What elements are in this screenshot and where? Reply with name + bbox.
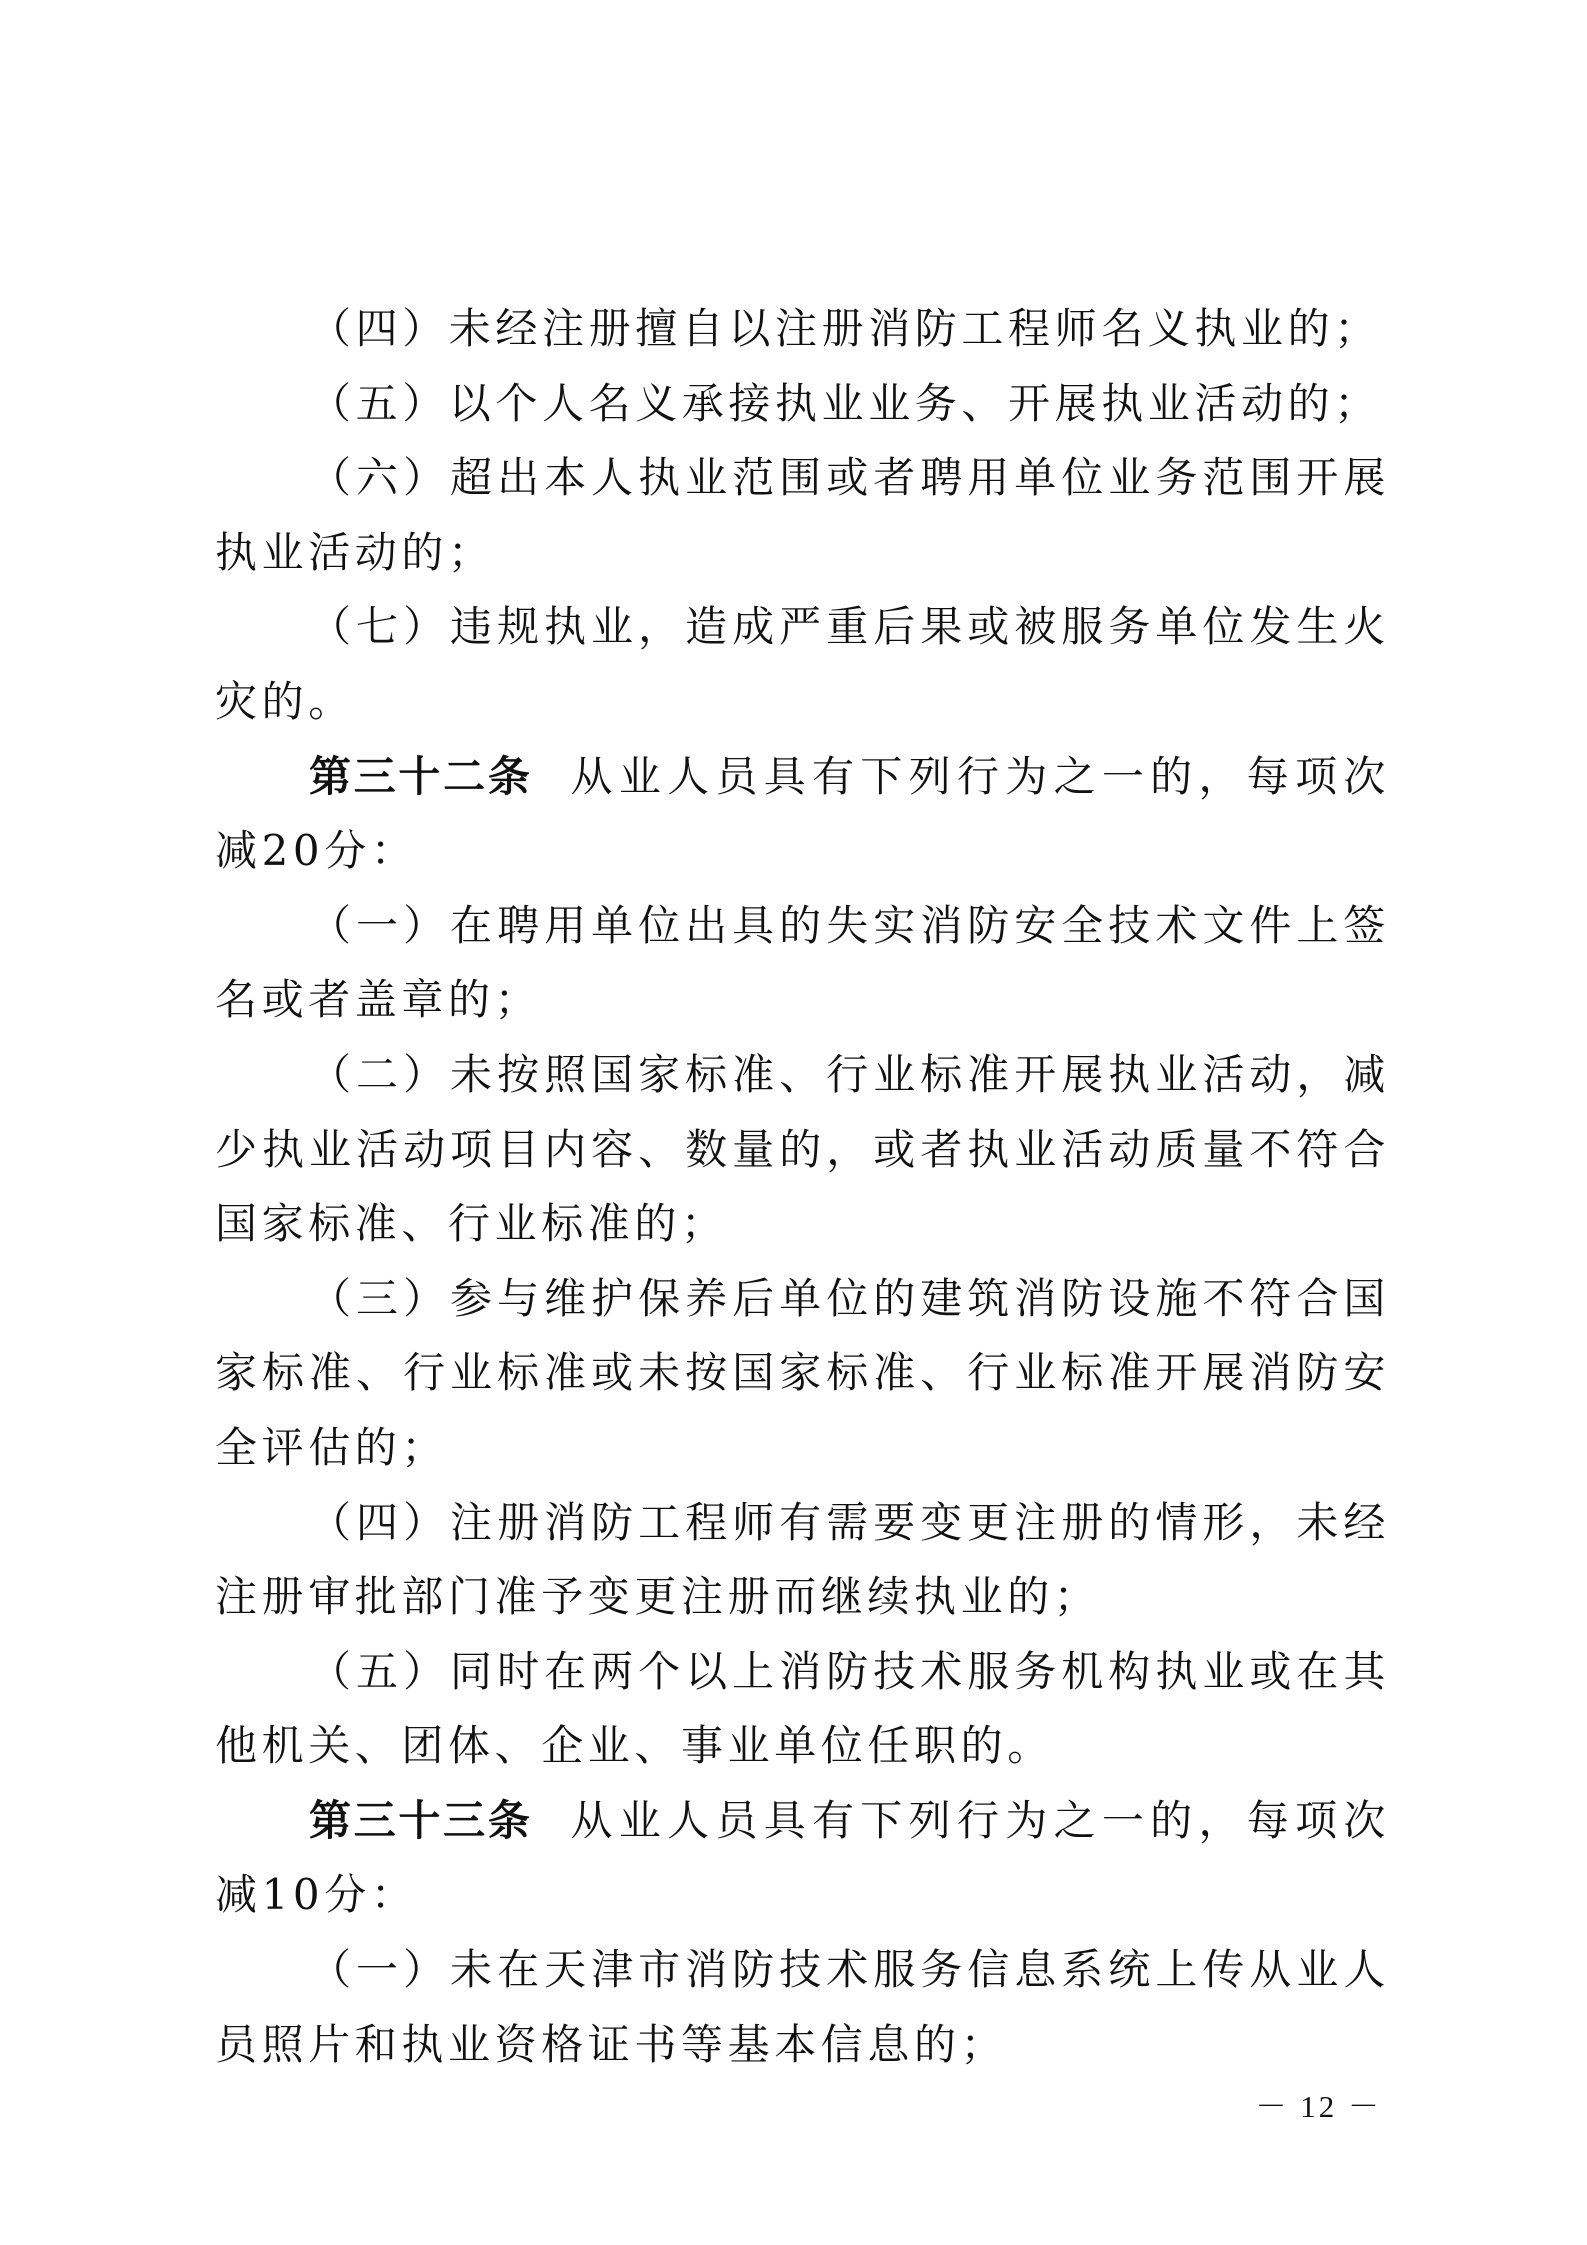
clause-item-6: （六）超出本人执业范围或者聘用单位业务范围开展执业活动的； bbox=[215, 453, 1390, 577]
article-32-item-3: （三）参与维护保养后单位的建筑消防设施不符合国家标准、行业标准或未按国家标准、行业标准开展消防安全评估的； bbox=[215, 1273, 1390, 1472]
article-32-item-1: （一）在聘用单位出具的失实消防安全技术文件上签名或者盖章的； bbox=[215, 900, 1390, 1025]
clause-item-4: （四）未经注册擅自以注册消防工程师名义执业的； bbox=[309, 304, 1381, 353]
clause-item-7: （七）违规执业，造成严重后果或被服务单位发生火灾的。 bbox=[215, 602, 1390, 726]
article-32 bbox=[215, 740, 1390, 889]
article-32-item-2: （二）未按照国家标准、行业标准开展执业活动，减少执业活动项目内容、数量的，或者执业活动质量不符合国家标准、行业标准的； bbox=[215, 1049, 1390, 1249]
article-32-body: 从业人员具有下列行为之一的，每项次减20分： bbox=[215, 751, 1390, 876]
article-33-title: 第三十三条 bbox=[309, 1795, 533, 1845]
article-32-title: 第三十二条 bbox=[309, 751, 533, 801]
page-number: － 12 － bbox=[1255, 2089, 1382, 2124]
article-33-item-1: （一）未在天津市消防技术服务信息系统上传从业人员照片和执业资格证书等基本信息的； bbox=[215, 1945, 1390, 2069]
article-33-body: 从业人员具有下列行为之一的，每项次减10分： bbox=[215, 1795, 1390, 1920]
article-32-item-5: （五）同时在两个以上消防技术服务机构执业或在其他机关、团体、企业、事业单位任职的。 bbox=[215, 1646, 1390, 1771]
article-32-item-4: （四）注册消防工程师有需要变更注册的情形，未经注册审批部门准予变更注册而继续执业的； bbox=[215, 1497, 1390, 1622]
clause-item-5: （五）以个人名义承接执业业务、开展执业活动的； bbox=[309, 378, 1381, 428]
document-body bbox=[215, 292, 1390, 2082]
article-33 bbox=[215, 1784, 1390, 1933]
